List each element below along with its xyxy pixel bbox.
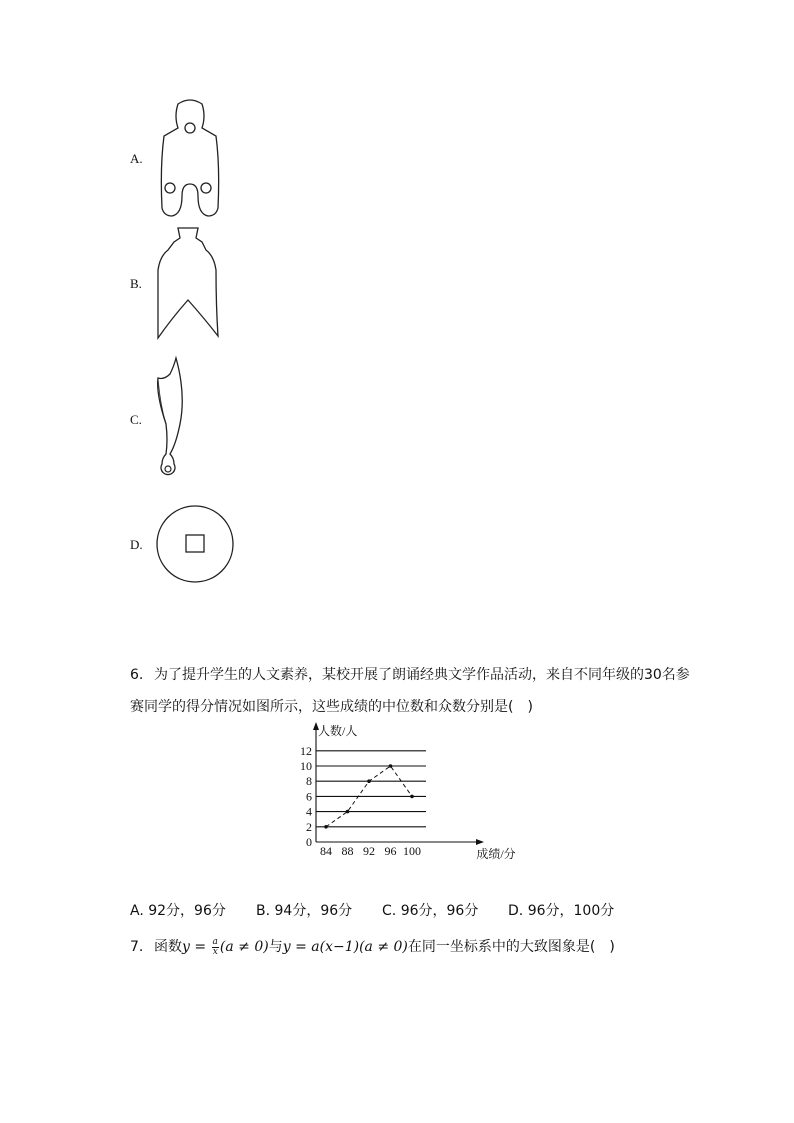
- spade-coin-three-holes-icon: [150, 96, 230, 220]
- question-6-line-1: [130, 664, 690, 684]
- x-tick-label: 92: [363, 844, 375, 858]
- data-point: [367, 779, 371, 783]
- question-6-text-1: 为了提升学生的人文素养，某校开展了朗诵经典文学作品活动，来自不同年级的30名参: [154, 667, 690, 683]
- question-6-text-2: 赛同学的得分情况如图所示，这些成绩的中位数和众数分别是( ): [130, 699, 533, 715]
- q6-option-a[interactable]: A. 92分，96分: [130, 903, 226, 919]
- question-7-prefix: 函数: [154, 939, 182, 955]
- q6-option-c[interactable]: C. 96分，96分: [382, 903, 479, 919]
- y-tick-label: 4: [306, 804, 312, 819]
- y-tick-label: 2: [306, 819, 312, 834]
- data-point: [389, 764, 393, 768]
- q6-option-d[interactable]: D. 96分，100分: [508, 903, 615, 919]
- function-1-lhs: y =: [182, 939, 211, 955]
- y-tick-label: 6: [306, 789, 312, 804]
- question-7-number: 7.: [130, 939, 144, 955]
- question-7-suffix: 在同一坐标系中的大致图象是( ): [407, 939, 615, 955]
- option-b-letter: B.: [130, 276, 142, 291]
- function-2: y = a(x−1)(a ≠ 0): [282, 939, 408, 955]
- spade-coin-pointed-feet-icon: [150, 226, 226, 342]
- x-tick-label: 96: [384, 844, 397, 858]
- function-1-fraction: $\frac{a}{x}$: [212, 936, 218, 957]
- question-6-line-2: [130, 696, 533, 716]
- data-point: [346, 810, 350, 814]
- y-tick-label: 12: [300, 743, 312, 758]
- y-tick-label: 10: [300, 759, 312, 773]
- q6-option-b[interactable]: B. 94分，96分: [256, 903, 353, 919]
- y-axis-label: 人数/人: [318, 724, 358, 738]
- x-axis-arrow: [476, 839, 484, 845]
- data-point: [324, 825, 328, 829]
- y-tick-label: 0: [306, 835, 312, 849]
- question-7-joiner: 与: [268, 939, 283, 955]
- knife-coin-icon: [150, 354, 200, 482]
- option-c-letter: C.: [130, 412, 142, 427]
- x-tick-label: 84: [320, 844, 332, 858]
- option-d-letter: D.: [130, 537, 143, 552]
- x-axis-label: 成绩/分: [476, 847, 516, 861]
- option-a-letter: A.: [130, 151, 143, 166]
- score-line-chart: [290, 718, 516, 864]
- question-7-line: [130, 936, 615, 957]
- data-point: [410, 795, 414, 799]
- x-tick-label: 88: [341, 844, 354, 858]
- x-tick-label: 100: [403, 844, 421, 858]
- question-6-number: 6.: [130, 667, 144, 683]
- round-coin-square-hole-icon: [154, 505, 238, 585]
- function-1-condition: (a ≠ 0): [219, 939, 269, 955]
- y-tick-label: 8: [306, 774, 312, 789]
